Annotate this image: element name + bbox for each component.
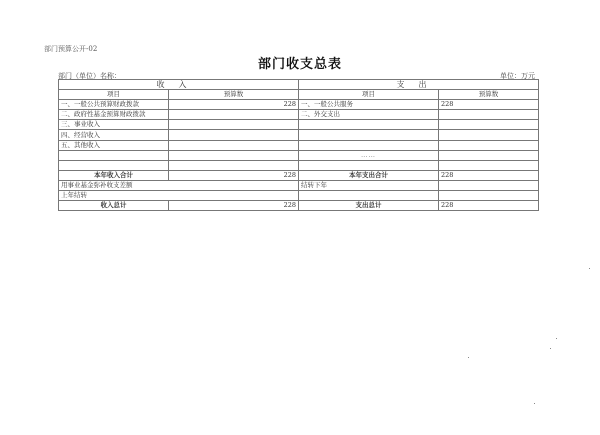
income-item-cell: 四、经营收入 [59,130,169,140]
expense-value-cell [439,150,539,160]
income-value-cell [169,110,299,120]
expense-budget-column-header: 预算数 [439,90,539,100]
income-value-cell [169,160,299,170]
expense-item-cell: 一、一般公共服务 [299,100,439,110]
carry-forward-in-label: 上年结转 [59,191,169,201]
expense-item-cell [299,120,439,130]
income-value-cell [169,150,299,160]
table-row [59,160,539,170]
income-item-cell: 一、一般公共预算财政拨款 [59,100,169,110]
grand-total-row [59,201,539,211]
reserve-fund-value [169,180,299,190]
empty-cell [439,191,539,201]
year-income-total-label: 本年收入合计 [59,170,169,180]
scan-speck [589,268,590,269]
year-total-row [59,170,539,180]
document-code: 部门预算公开-02 [44,45,98,53]
expense-value-cell: 228 [439,100,539,110]
table-row [59,130,539,140]
page-title: 部门收支总表 [257,57,342,72]
expense-item-column-header: 项目 [299,90,439,100]
section-header-row [59,80,539,90]
expense-item-cell [299,130,439,140]
scan-speck [534,403,535,404]
table-row [59,110,539,120]
empty-cell [299,191,439,201]
expense-item-cell [299,160,439,170]
income-section-header: 收入 [59,80,299,90]
expense-value-cell [439,120,539,130]
expense-value-cell [439,130,539,140]
table-row [59,140,539,150]
carry-forward-row [59,191,539,201]
column-header-row [59,90,539,100]
income-item-cell: 五、其他收入 [59,140,169,150]
reserve-fund-label: 用事业基金弥补收支差额 [59,180,169,190]
carry-forward-out-label: 结转下年 [299,180,439,190]
carry-forward-out-value [439,180,539,190]
income-item-cell: 二、政府性基金预算财政拨款 [59,110,169,120]
income-value-cell: 228 [169,100,299,110]
year-expense-total-label: 本年支出合计 [299,170,439,180]
expense-value-cell [439,140,539,150]
carry-forward-in-value [169,191,299,201]
income-item-cell [59,160,169,170]
expense-item-cell: 二、外交支出 [299,110,439,120]
table-row [59,120,539,130]
income-item-column-header: 项目 [59,90,169,100]
income-value-cell [169,130,299,140]
income-value-cell [169,140,299,150]
expense-section-header: 支出 [299,80,539,90]
department-name-label: 部门（单位）名称： [58,72,121,80]
budget-summary-table [58,79,539,211]
year-income-total-value: 228 [169,170,299,180]
scan-speck [550,348,551,349]
expense-grand-total-value: 228 [439,201,539,211]
table-row [59,150,539,160]
table-row [59,100,539,110]
scan-speck [468,357,469,358]
expense-grand-total-label: 支出总计 [299,201,439,211]
expense-item-cell [299,140,439,150]
income-value-cell [169,120,299,130]
expense-value-cell [439,110,539,120]
unit-label: 单位：万元 [500,72,535,80]
income-item-cell: 三、事业收入 [59,120,169,130]
expense-value-cell [439,160,539,170]
reserve-row [59,180,539,190]
income-grand-total-label: 收入总计 [59,201,169,211]
income-budget-column-header: 预算数 [169,90,299,100]
year-expense-total-value: 228 [439,170,539,180]
income-item-cell [59,150,169,160]
income-grand-total-value: 228 [169,201,299,211]
scan-speck [556,338,557,339]
expense-ellipsis-cell: …… [299,150,439,160]
